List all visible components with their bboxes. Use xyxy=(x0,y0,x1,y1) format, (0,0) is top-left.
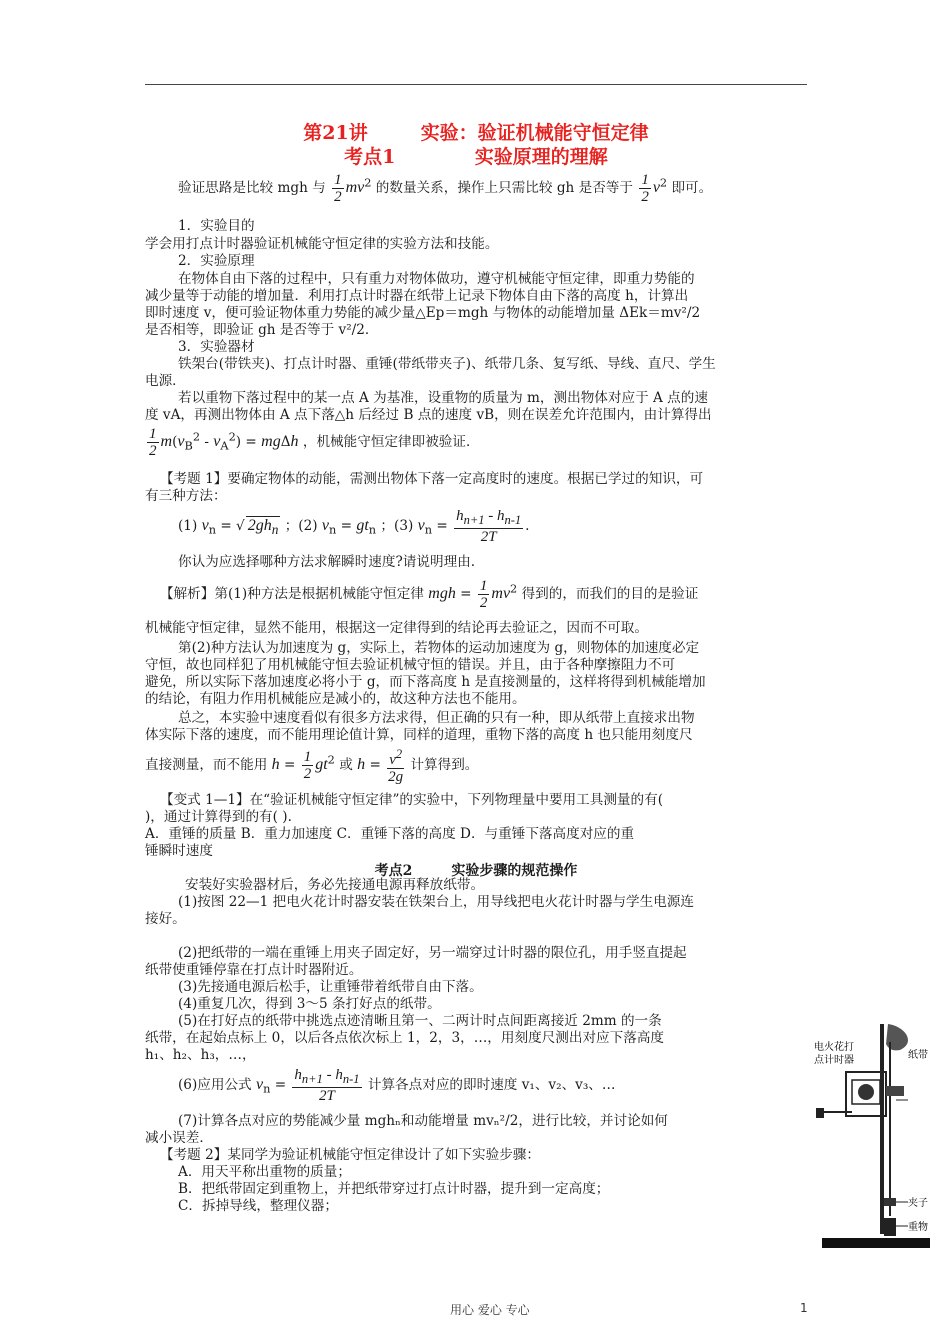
section-1-body: 学会用打点计时器验证机械能守恒定律的实验方法和技能。 xyxy=(145,236,499,252)
variant-line: 【变式 1—1】在“验证机械能守恒定律”的实验中，下列物理量中要用工具测量的有( xyxy=(160,792,664,808)
section-3-line: 度 vA，再测出物体由 A 点下落△h 后经过 B 点的速度 vB，则在误差允许范围内，由计算得出 xyxy=(145,407,712,423)
section-3-line: 若以重物下落过程中的某一点 A 为基准，设重物的质量为 m，测出物体对应于 A 点的速 xyxy=(178,390,708,406)
energy-equation-line: $\frac{1}{2}$ $m(v_B^2 - v_A^2) = mg\Delta h$ ，机械能守恒定律即被验证． xyxy=(149,426,480,459)
step-line: (2)把纸带的一端在重锤上用夹子固定好，另一端穿过计时器的限位孔，用手竖直提起 xyxy=(178,945,687,961)
step-line: (7)计算各点对应的势能减少量 mghₙ和动能增量 mvₙ²/2，进行比较，并讨论如何 xyxy=(178,1113,668,1129)
analysis-line: 避免，所以实际下落加速度必将小于 g，而下落高度 h 是直接测量的，这样将得到机械能增加 xyxy=(145,674,706,690)
analysis-line: 体实际下落的速度，而不能用理论值计算，同样的道理，重物下落的高度 h 也只能用刻度尺 xyxy=(145,727,693,743)
section-number: 考点1 xyxy=(344,146,396,168)
analysis-line: 的结论，有阻力作用机械能应是减小的，故这种方法也不能用。 xyxy=(145,691,526,707)
analysis-line: 【解析】第(1)种方法是根据机械能守恒定律 mgh = $\frac{1}{2}$ $mv^2$ 得到的，而我们的目的是验证 xyxy=(160,578,699,611)
analysis-line: 机械能守恒定律，显然不能用，根据这一定律得到的结论再去验证之，因而不可取。 xyxy=(145,620,648,636)
section-2-line: 是否相等，即验证 gh 是否等于 v²/2． xyxy=(145,322,379,338)
figure-label-clip: 夹子 xyxy=(908,1198,928,1209)
step-line: 减小误差． xyxy=(145,1130,213,1146)
figure-label-timer-1: 电火花打 xyxy=(814,1042,854,1053)
footer-slogan: 用心 爱心 专心 xyxy=(450,1303,530,1317)
section-3-line: 铁架台(带铁夹)、打点计时器、重锤(带纸带夹子)、纸带几条、复写纸、导线、直尺、学生 xyxy=(178,356,716,372)
section-3-line: 电源． xyxy=(145,373,186,389)
half-fraction: $\frac{1}{2}$ xyxy=(334,172,342,205)
step-line: 纸带使重锤停靠在打点计时器附近。 xyxy=(145,962,363,978)
question-2-step: C．拆掉导线，整理仪器； xyxy=(178,1198,338,1214)
figure-label-timer-2: 点计时器 xyxy=(814,1055,854,1066)
analysis-line: 第(2)种方法认为加速度为 g，实际上，若物体的运动加速度为 g，则物体的加速度必定 xyxy=(178,640,700,656)
step-line: (4)重复几次，得到 3～5 条打好点的纸带。 xyxy=(178,996,441,1012)
question-2-step: A．用天平称出重物的质量； xyxy=(178,1164,351,1180)
figure-label-weight: 重物 xyxy=(908,1222,928,1233)
figure-label-tape: 纸带 xyxy=(908,1050,928,1061)
section-2-line: 在物体自由下落的过程中，只有重力对物体做功，遵守机械能守恒定律，即重力势能的 xyxy=(178,271,695,287)
section-name: 实验原理的理解 xyxy=(474,146,608,168)
page-number: 1 xyxy=(800,1301,808,1315)
step-line: (3)先接通电源后松手，让重锤带着纸带自由下落。 xyxy=(178,979,483,995)
section-2-line: 即时速度 v，便可验证物体重力势能的减少量△Ep＝mgh 与物体的动能增加量 ΔEk＝mv²/2 xyxy=(145,305,701,321)
analysis-line: 守恒，故也同样犯了用机械能守恒去验证机械守恒的错误。并且，由于各种摩擦阻力不可 xyxy=(145,657,676,673)
step-line: (5)在打好点的纸带中挑选点迹清晰且第一、二两计时点间距离接近 2mm 的一条 xyxy=(178,1013,662,1029)
steps-intro: 安装好实验器材后，务必先接通电源再释放纸带。 xyxy=(185,877,485,893)
section-2-line: 减少量等于动能的增加量．利用打点计时器在纸带上记录下物体自由下落的高度 h，计算出 xyxy=(145,288,689,304)
section-3-heading: 3．实验器材 xyxy=(178,339,255,355)
section-title-1 xyxy=(145,145,807,169)
analysis-line: 总之，本实验中速度看似有很多方法求得，但正确的只有一种，即从纸带上直接求出物 xyxy=(178,710,695,726)
header-rule xyxy=(145,84,807,85)
section-1-heading: 1．实验目的 xyxy=(178,218,255,234)
section-2-heading: 2．实验原理 xyxy=(178,253,255,269)
step-formula-line: (6)应用公式 $v_n$ = $\frac{h_{n+1} - h_{n-1}}{2T}$ 计算各点对应的即时速度 v₁、v₂、v₃、… xyxy=(178,1067,616,1104)
question-2-step: B．把纸带固定到重物上，并把纸带穿过打点计时器，提升到一定高度； xyxy=(178,1181,610,1197)
question-1-ask: 你认为应选择哪种方法求解瞬时速度?请说明理由. xyxy=(178,554,476,570)
analysis-formula-line: 直接测量，而不能用 h = $\frac{1}{2}$ $gt^2$ 或 h = $\frac{v^2}{2g}$ 计算得到。 xyxy=(145,747,479,785)
variant-options: 锤瞬时速度 xyxy=(145,843,213,859)
apparatus-figure xyxy=(812,1020,940,1258)
step-line: h₁、h₂、h₃，…， xyxy=(145,1047,256,1063)
question-1-line: 有三种方法： xyxy=(145,488,227,504)
intro-line: 验证思路是比较 mgh 与 $\frac{1}{2}$ $mv^2$ 的数量关系，操作上只需比较 gh 是否等于 $\frac{1}{2}$ $v^2$ 即可。 xyxy=(178,172,713,205)
velocity-methods: (1) $v_n$ = √ $2gh_n$ ；(2) $v_n = gt_n$ ；(3) $v_n$ = $\frac{h_{n+1} - h_{n-1}}{2T}$ . xyxy=(178,508,530,545)
section-title-2: 考点2 实验步骤的规范操作 xyxy=(374,863,578,879)
variant-line: )，通过计算得到的有( ). xyxy=(145,809,292,825)
question-2-line: 【考题 2】某同学为验证机械能守恒定律设计了如下实验步骤： xyxy=(160,1147,540,1163)
variant-options: A．重锤的质量 B．重力加速度 C．重锤下落的高度 D．与重锤下落高度对应的重 xyxy=(145,826,635,842)
step-line: 纸带，在起始点标上 0，以后各点依次标上 1，2，3，…，用刻度尺测出对应下落高度 xyxy=(145,1030,665,1046)
question-1-line: 【考题 1】要确定物体的动能，需测出物体下落一定高度时的速度。根据已学过的知识，可 xyxy=(160,471,704,487)
page-title xyxy=(145,121,807,145)
step-line: 接好。 xyxy=(145,911,186,927)
lecture-number: 第21讲 xyxy=(303,122,368,144)
lecture-title: 实验：验证机械能守恒定律 xyxy=(420,122,649,144)
step-line: (1)按图 22—1 把电火花计时器安装在铁架台上，用导线把电火花计时器与学生电源连 xyxy=(178,894,695,910)
